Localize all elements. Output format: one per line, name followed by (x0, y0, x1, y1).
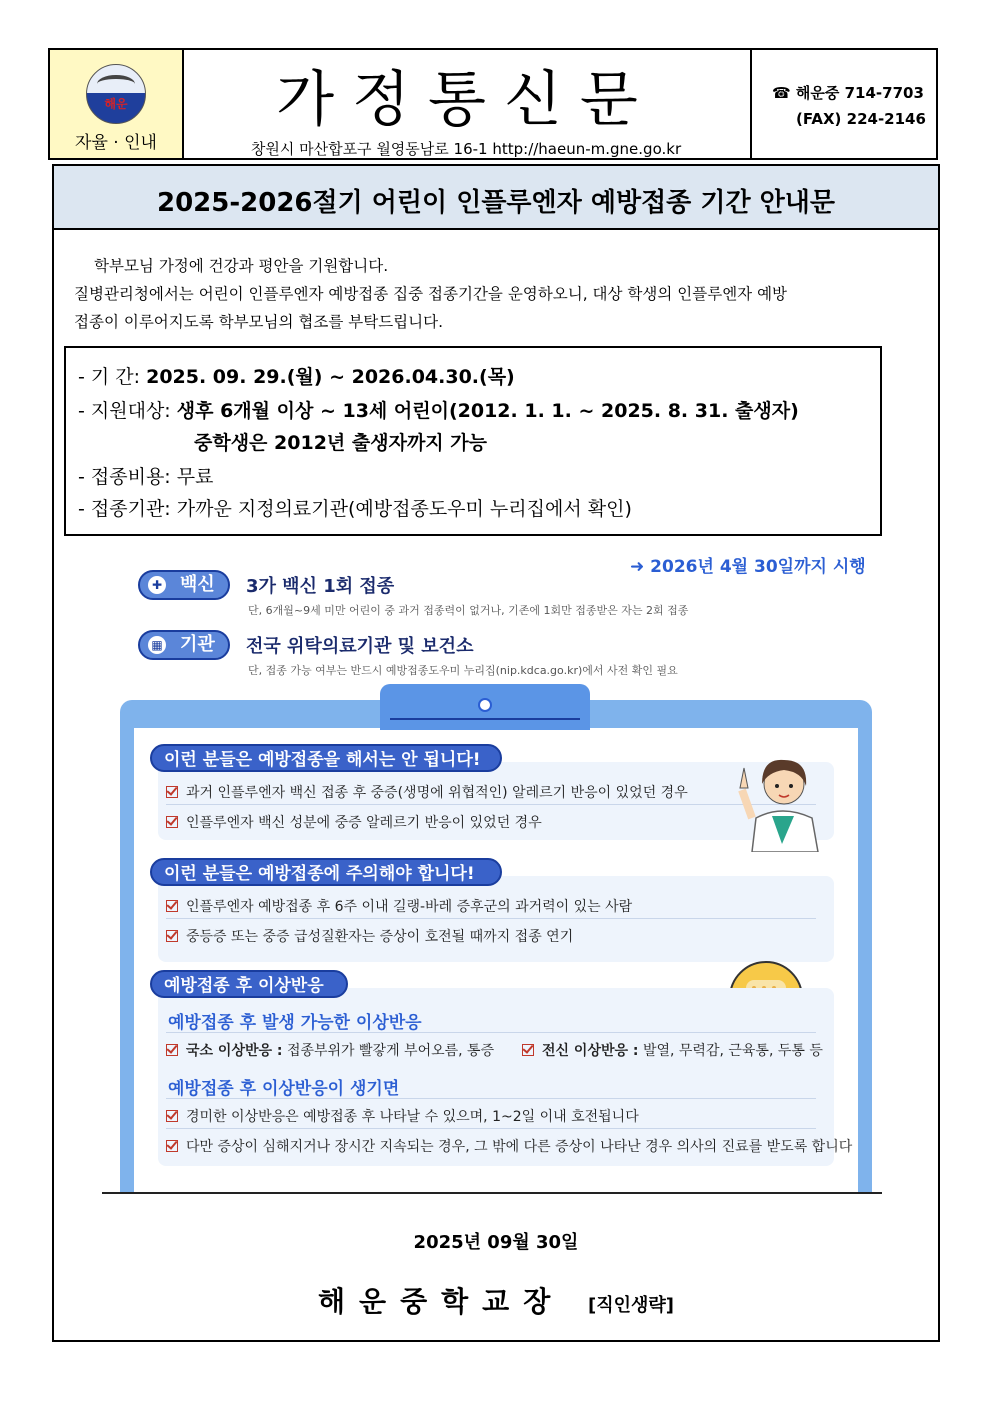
systemic-reaction-item (522, 1040, 823, 1060)
contact-area (752, 50, 938, 158)
target-note: 중학생은 2012년 출생자까지 가능 (194, 432, 487, 454)
cost-value: 무료 (176, 466, 214, 488)
caution-item-1-text: 인플루엔자 예방접종 후 6주 이내 길랭-바레 증후군의 과거력이 있는 사람 (186, 899, 633, 915)
school-logo-area (50, 50, 184, 158)
contraindication-item-1-text: 과거 인플루엔자 백신 접종 후 중증(생명에 위협적인) 알레르기 반응이 있었던 경우 (186, 785, 688, 801)
emblem-text: 해운 (104, 97, 128, 111)
systemic-reaction-label: 전신 이상반응 : (542, 1043, 639, 1059)
institution-heading: 전국 위탁의료기관 및 보건소 (246, 636, 474, 657)
target-label: - 지원대상: (78, 400, 171, 422)
divider (166, 1032, 816, 1033)
school-emblem (86, 64, 146, 124)
institution-subtext: 단, 접종 가능 여부는 반드시 예방접종도우미 누리집(nip.kdca.go.kr)에서 사전 확인 필요 (248, 664, 678, 677)
checkbox-icon (522, 1044, 534, 1056)
doctor-illustration-icon (732, 748, 832, 852)
camera-dot-icon (478, 698, 492, 712)
reaction-guide-item-2 (166, 1136, 852, 1156)
intro-line-2: 질병관리청에서는 어린이 인플루엔자 예방접종 집중 접종기간을 운영하오니, 대상 학생의 인플루엔자 예방 (74, 285, 788, 303)
vaccine-pill-label: 백신 (180, 574, 215, 595)
contraindication-banner: 이런 분들은 예방접종을 해서는 안 됩니다! (150, 744, 502, 772)
adverse-reaction-banner: 예방접종 후 이상반응 (150, 970, 348, 998)
caution-banner: 이런 분들은 예방접종에 주의해야 합니다! (150, 858, 502, 886)
local-reaction-label: 국소 이상반응 : (186, 1043, 283, 1059)
place-row (78, 494, 632, 521)
shield-icon: ✚ (148, 576, 166, 594)
checkbox-icon (166, 1140, 178, 1152)
hospital-icon: ▦ (148, 636, 166, 654)
possible-reactions-heading: 예방접종 후 발생 가능한 이상반응 (168, 1013, 422, 1033)
fax-number: (FAX) 224-2146 (796, 110, 926, 128)
notice-body (52, 164, 940, 1342)
intro-line-1: 학부모님 가정에 건강과 평안을 기원합니다. (94, 257, 389, 275)
target-row (78, 396, 799, 423)
vaccination-poster (102, 552, 882, 1194)
reaction-guide-item-1 (166, 1106, 639, 1126)
reaction-guide-item-1-text: 경미한 이상반응은 예방접종 후 나타날 수 있으며, 1~2일 이내 호전됩니다 (186, 1109, 639, 1125)
intro-line-3: 접종이 이루어지도록 학부모님의 협조를 부탁드립니다. (74, 313, 444, 331)
principal-signature: 해운중학교장 (317, 1285, 565, 1318)
tablet-tab (380, 684, 590, 730)
contraindication-item-2-text: 인플루엔자 백신 성분에 중증 알레르기 반응이 있었던 경우 (186, 815, 542, 831)
caution-card (158, 876, 834, 962)
title-bar (54, 166, 938, 230)
deadline-text: ➜ 2026년 4월 30일까지 시행 (630, 557, 866, 577)
divider (166, 1128, 816, 1129)
place-value: 가까운 지정의료기관(예방접종도우미 누리집에서 확인) (176, 498, 632, 520)
cost-label: - 접종비용: (78, 466, 171, 488)
contraindication-item-2 (166, 812, 542, 832)
caution-item-1 (166, 896, 632, 916)
divider (166, 1098, 816, 1099)
contraindication-item-1 (166, 782, 688, 802)
intro-text (74, 252, 922, 336)
checkbox-icon (166, 816, 178, 828)
seal-omitted-note: [직인생략] (588, 1295, 675, 1316)
vaccine-heading: 3가 백신 1회 접종 (246, 576, 395, 597)
signature-line (54, 1280, 938, 1320)
institution-pill (138, 630, 230, 660)
school-motto: 자율 · 인내 (75, 133, 157, 153)
phone-number: ☎ 해운중 714-7703 (772, 84, 924, 102)
institution-pill-label: 기관 (180, 634, 215, 655)
systemic-reaction-text: 발열, 무력감, 근육통, 두통 등 (642, 1043, 823, 1059)
reaction-guide-item-2-text: 다만 증상이 심해지거나 장시간 지속되는 경우, 그 밖에 다른 증상이 나타난 경우 의사의 진료를 받도록 합니다 (186, 1139, 853, 1155)
if-reaction-heading: 예방접종 후 이상반응이 생기면 (168, 1079, 400, 1099)
period-value: 2025. 09. 29.(월) ~ 2026.04.30.(목) (146, 366, 515, 388)
divider (166, 918, 816, 919)
issue-date: 2025년 09월 30일 (413, 1232, 579, 1253)
newsletter-title: 가정통신문 (276, 65, 656, 135)
newsletter-header (48, 48, 938, 160)
caution-item-2 (166, 926, 573, 946)
vaccine-pill (138, 570, 230, 600)
local-reaction-text: 접종부위가 빨갛게 부어오름, 통증 (286, 1043, 495, 1059)
address-underline (218, 158, 722, 159)
cost-row (78, 462, 213, 489)
tab-line (390, 718, 580, 720)
period-row (78, 362, 515, 389)
period-label: - 기 간: (78, 366, 141, 388)
school-address: 창원시 마산합포구 월영동남로 16-1 http://haeun-m.gne.go.kr (250, 140, 682, 158)
caution-item-2-text: 중등증 또는 중증 급성질환자는 증상이 호전될 때까지 접종 연기 (186, 929, 574, 945)
place-label: - 접종기관: (78, 498, 171, 520)
document-title: 2025-2026절기 어린이 인플루엔자 예방접종 기간 안내문 (157, 188, 835, 218)
seagull-icon (97, 75, 135, 93)
checkbox-icon (166, 786, 178, 798)
divider (166, 804, 816, 805)
local-reaction-item (166, 1040, 494, 1060)
title-area (182, 50, 752, 158)
info-box (64, 346, 882, 536)
checkbox-icon (166, 930, 178, 942)
checkbox-icon (166, 900, 178, 912)
vaccine-subtext: 단, 6개월~9세 미만 어린이 중 과거 접종력이 없거나, 기존에 1회만 접종받은 자는 2회 접종 (248, 604, 689, 617)
checkbox-icon (166, 1110, 178, 1122)
target-value: 생후 6개월 이상 ~ 13세 어린이(2012. 1. 1. ~ 2025. 8. 31. 출생자) (176, 400, 799, 422)
checkbox-icon (166, 1044, 178, 1056)
